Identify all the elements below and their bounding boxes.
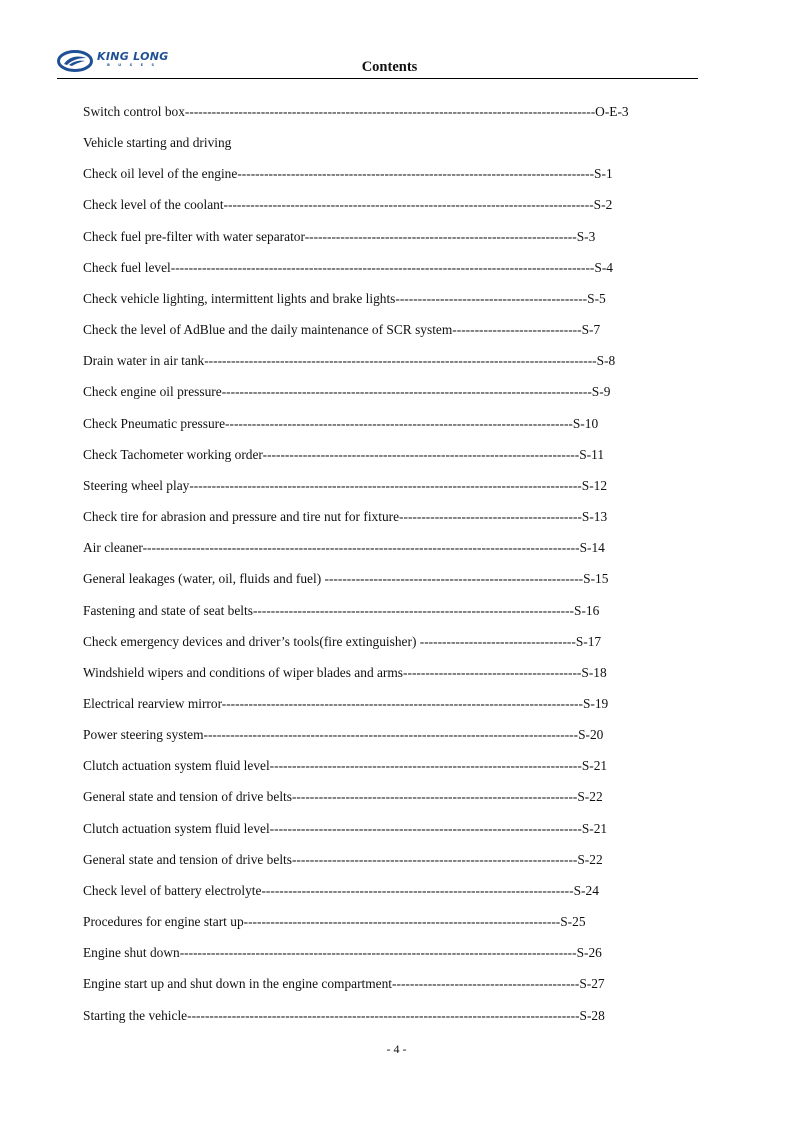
toc-entry bbox=[83, 508, 698, 539]
page-title: Contents bbox=[361, 59, 418, 75]
toc-entry-text: Engine shut down-----------------------------------------------------------------------------------------S-26 bbox=[83, 945, 602, 961]
toc-entry-text: Vehicle starting and driving bbox=[83, 135, 232, 151]
toc-entry-text: Check fuel pre-filter with water separator-------------------------------------------------------------S-3 bbox=[83, 228, 596, 244]
toc-entry bbox=[83, 975, 698, 1006]
toc-entry bbox=[83, 228, 698, 259]
logo-brand-text: KING LONG bbox=[97, 50, 169, 63]
toc-entry bbox=[83, 788, 698, 819]
toc-entry-text: Check engine oil pressure-----------------------------------------------------------------------------------S-9 bbox=[83, 384, 611, 400]
toc-entry-text: Check Tachometer working order-----------------------------------------------------------------------S-11 bbox=[83, 446, 605, 462]
toc-entry bbox=[83, 477, 698, 508]
king-long-logo bbox=[57, 50, 169, 74]
page-number: - 4 - bbox=[386, 1042, 407, 1056]
toc-entry bbox=[83, 851, 698, 882]
toc-entry bbox=[83, 695, 698, 726]
toc-entry bbox=[83, 383, 698, 414]
toc-entry-text: Procedures for engine start up-----------------------------------------------------------------------S-25 bbox=[83, 914, 586, 930]
toc-entry-text: Fastening and state of seat belts------------------------------------------------------------------------S-16 bbox=[83, 602, 600, 618]
table-of-contents bbox=[83, 103, 698, 1038]
toc-entry-text: General leakages (water, oil, fluids and fuel) ----------------------------------------------------------S-15 bbox=[83, 571, 609, 587]
toc-entry-text: Drain water in air tank----------------------------------------------------------------------------------------S-8 bbox=[83, 353, 616, 369]
toc-entry-text: General state and tension of drive belts----------------------------------------------------------------S-22 bbox=[83, 851, 603, 867]
toc-entry-text: Electrical rearview mirror---------------------------------------------------------------------------------S-19 bbox=[83, 695, 609, 711]
toc-entry bbox=[83, 726, 698, 757]
toc-entry bbox=[83, 602, 698, 633]
toc-entry-text: Check Pneumatic pressure------------------------------------------------------------------------------S-10 bbox=[83, 415, 599, 431]
toc-entry bbox=[83, 882, 698, 913]
toc-entry bbox=[83, 1007, 698, 1038]
toc-entry-text: Check oil level of the engine--------------------------------------------------------------------------------S-1 bbox=[83, 166, 613, 182]
toc-entry bbox=[83, 539, 698, 570]
toc-entry bbox=[83, 196, 698, 227]
toc-entry bbox=[83, 415, 698, 446]
toc-entry bbox=[83, 103, 698, 134]
toc-entry bbox=[83, 570, 698, 601]
toc-entry-text: Engine start up and shut down in the engine compartment------------------------------------------S-27 bbox=[83, 976, 605, 992]
toc-entry-text: Air cleaner--------------------------------------------------------------------------------------------------S-14 bbox=[83, 540, 605, 556]
toc-entry-text: Starting the vehicle----------------------------------------------------------------------------------------S-28 bbox=[83, 1007, 605, 1023]
toc-entry-text: Check level of the coolant-----------------------------------------------------------------------------------S-2 bbox=[83, 197, 613, 213]
toc-entry bbox=[83, 664, 698, 695]
toc-entry bbox=[83, 352, 698, 383]
toc-entry bbox=[83, 259, 698, 290]
toc-entry-text: Check fuel level-----------------------------------------------------------------------------------------------S-4 bbox=[83, 259, 613, 275]
king-long-emblem-icon bbox=[57, 50, 93, 72]
toc-entry-text: Switch control box--------------------------------------------------------------------------------------------O-E-3 bbox=[83, 104, 629, 119]
toc-entry bbox=[83, 446, 698, 477]
toc-entry-text: Check emergency devices and driver’s tools(fire extinguisher) -----------------------------------S-17 bbox=[83, 633, 602, 649]
toc-entry-text: Check level of battery electrolyte----------------------------------------------------------------------S-24 bbox=[83, 882, 599, 898]
toc-entry-text: Check tire for abrasion and pressure and tire nut for fixture-----------------------------------------S-13 bbox=[83, 509, 608, 525]
toc-entry-text: Windshield wipers and conditions of wiper blades and arms----------------------------------------S-18 bbox=[83, 664, 607, 680]
toc-entry-text: Clutch actuation system fluid level----------------------------------------------------------------------S-21 bbox=[83, 820, 608, 836]
toc-entry bbox=[83, 134, 698, 165]
toc-entry-text: Check vehicle lighting, intermittent lights and brake lights-------------------------------------------S-5 bbox=[83, 290, 606, 306]
page-header bbox=[57, 46, 698, 79]
toc-entry bbox=[83, 633, 698, 664]
toc-entry bbox=[83, 820, 698, 851]
toc-entry-text: Steering wheel play----------------------------------------------------------------------------------------S-12 bbox=[83, 477, 608, 493]
toc-entry bbox=[83, 290, 698, 321]
toc-entry-text: Power steering system------------------------------------------------------------------------------------S-20 bbox=[83, 727, 604, 743]
toc-entry bbox=[83, 165, 698, 196]
logo-sub-text: BUSES bbox=[107, 63, 163, 67]
toc-entry bbox=[83, 913, 698, 944]
toc-entry bbox=[83, 944, 698, 975]
toc-entry-text: Check the level of AdBlue and the daily maintenance of SCR system-----------------------------S-7 bbox=[83, 322, 601, 338]
toc-entry bbox=[83, 321, 698, 352]
toc-entry bbox=[83, 757, 698, 788]
toc-entry-text: General state and tension of drive belts----------------------------------------------------------------S-22 bbox=[83, 789, 603, 805]
toc-entry-text: Clutch actuation system fluid level----------------------------------------------------------------------S-21 bbox=[83, 758, 608, 774]
